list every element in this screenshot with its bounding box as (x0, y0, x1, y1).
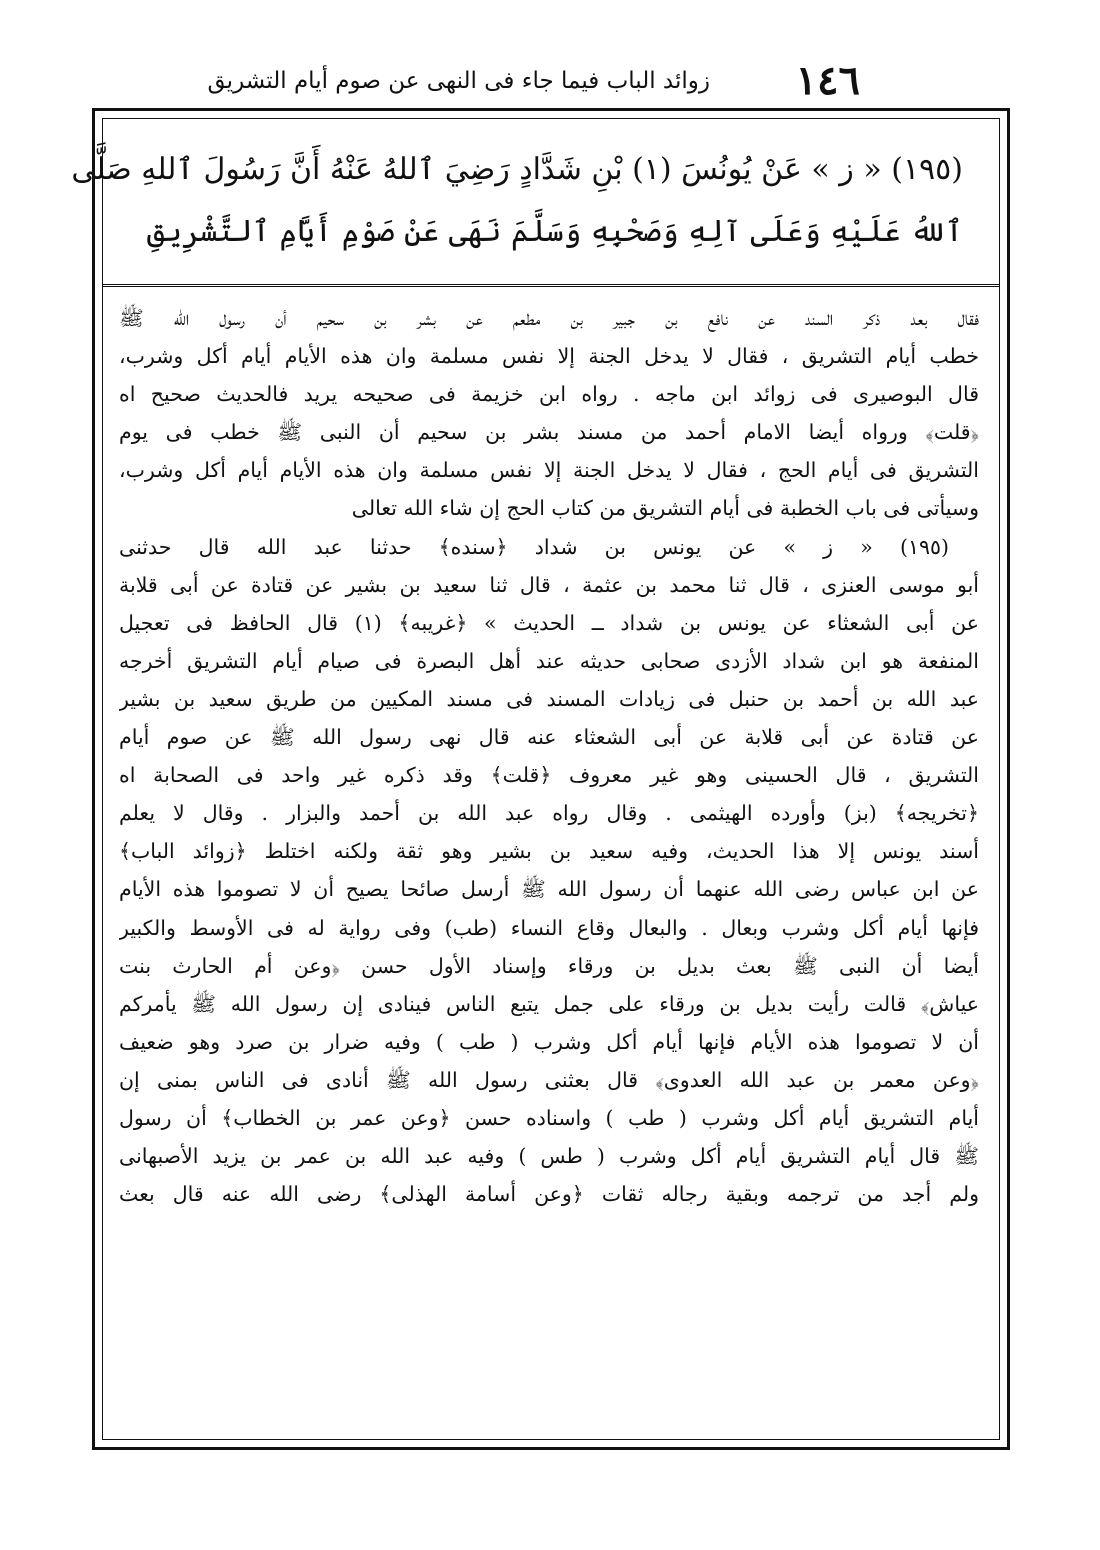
commentary-line: ولم أجد من ترجمه وبقية رجاله ثقات ﴿وعن أسامة الهذلى﴾ رضى الله عنه قال بعث (119, 1182, 979, 1207)
commentary-line: عياش﴾ قالت رأيت بديل بن ورقاء على جمل يتبع الناس فينادى إن رسول الله ﷺ يأمركم (119, 991, 979, 1016)
commentary-line: عن أبى الشعثاء عن يونس بن شداد ــ الحديث » ﴿غريبه﴾ (١) قال الحافظ فى تعجيل (119, 610, 979, 635)
commentary-line: ﴿وعن معمر بن عبد الله العدوى﴾ قال بعثنى رسول الله ﷺ أنادى فى الناس بمنى إن (119, 1067, 979, 1092)
commentary-line: عن ابن عباس رضى الله عنهما أن رسول الله ﷺ أرسل صائحا يصيح أن لا تصوموا هذه الأيام (119, 877, 979, 902)
page-number: ١٤٦ (795, 57, 860, 104)
hadith-text-box (71, 119, 999, 287)
commentary-line: أسند يونس إلا هذا الحديث، وفيه سعيد بن بشير وهو ثقة ولكنه اختلط ﴿زوائد الباب﴾ (119, 839, 979, 864)
page-frame-inner (71, 118, 1000, 1440)
commentary-line: وسيأتى فى باب الخطبة فى أيام التشريق من كتاب الحج إن شاء الله تعالى (351, 496, 979, 521)
commentary-line: أن لا تصوموا هذه الأيام فإنها أيام أكل وشرب ( طب ) وفيه ضرار بن صرد وهو ضعيف (119, 1029, 979, 1054)
commentary-line: أيضا أن النبى ﷺ بعث بديل بن ورقاء وإسناد الأول حسن ﴿وعن أم الحارث بنت (119, 953, 979, 978)
commentary-line: خطب أيام التشريق ، فقال لا يدخل الجنة إلا نفس مسلمة وان هذه الأيام أيام أكل وشرب، (119, 344, 979, 369)
commentary-line: أبو موسى العنزى ، قال ثنا محمد بن عثمة ، قال ثنا سعيد بن بشير عن قتادة عن أبى قلابة (119, 572, 979, 597)
commentary-line: المنفعة هو ابن شداد الأزدى صحابى حديثه عند أهل البصرة فى صيام أيام التشريق أخرجه (119, 648, 979, 673)
commentary-line: ﴿قلت﴾ ورواه أيضا الامام أحمد من مسند بشر بن سحيم أن النبى ﷺ خطب فى يوم (119, 420, 979, 445)
commentary-line: أيام التشريق أيام أكل وشرب ( طب ) واسناده حسن ﴿وعن عمر بن الخطاب﴾ أن رسول (119, 1105, 979, 1130)
commentary-line: فإنها أيام أكل وشرب وبعال . والبعال وقاع النساء (طب) وفى رواية له فى الأوسط والكبير (119, 915, 979, 940)
commentary-line: عن قتادة عن أبى قلابة عن أبى الشعثاء عنه قال نهى رسول الله ﷺ عن صوم أيام (119, 725, 979, 750)
commentary-line: التشريق ، قال الحسينى وهو غير معروف ﴿قلت﴾ وقد ذكره غير واحد فى الصحابة اه (119, 763, 979, 788)
commentary-text (103, 299, 999, 1213)
commentary-line: قال البوصيرى فى زوائد ابن ماجه . رواه ابن خزيمة فى صحيحه يريد فالحديث صحيح اه (119, 382, 979, 407)
commentary-line: ﷺ قال أيام التشريق أيام أكل وشرب ( طس ) وفيه عبد الله بن عمر بن يزيد الأصبهانى (119, 1144, 979, 1169)
hadith-line: ٱللهُ عَلَيْهِ وَعَلَى آلِهِ وَصَحْبِهِ وَسَلَّمَ نَهَى عَنْ صَوْمِ أَيَّامِ ٱلتَّشْرِيقِ (146, 214, 963, 249)
hadith-line: (١٩٥) « ز » عَنْ يُونُسَ (١) بْنِ شَدَّادٍ رَضِيَ ٱللهُ عَنْهُ أَنَّ رَسُولَ ٱللهِ صَلَّى (71, 152, 963, 187)
running-title: زوائد الباب فيما جاء فى النهى عن صوم أيام التشريق (207, 68, 710, 94)
commentary-line: التشريق فى أيام الحج ، فقال لا يدخل الجنة إلا نفس مسلمة وان هذه الأيام أيام أكل وشرب، (119, 458, 979, 483)
page-header (120, 58, 860, 108)
commentary-line: فقال بعد ذكر السند عن نافع بن جبير بن مطعم عن بشر بن سحيم أن رسول الله ﷺ (119, 306, 979, 330)
commentary-line: ﴿تخريجه﴾ (بز) وأورده الهيثمى . وقال رواه عبد الله بن أحمد والبزار . وقال لا يعلم (119, 801, 979, 826)
page-frame (71, 108, 1010, 1450)
commentary-line: (١٩٥) « ز » عن يونس بن شداد ﴿سنده﴾ حدثنا عبد الله قال حدثنى (119, 534, 949, 559)
commentary-line: عبد الله بن أحمد بن حنبل فى زيادات المسند فى مسند المكيين من طريق سعيد بن بشير (119, 686, 979, 711)
